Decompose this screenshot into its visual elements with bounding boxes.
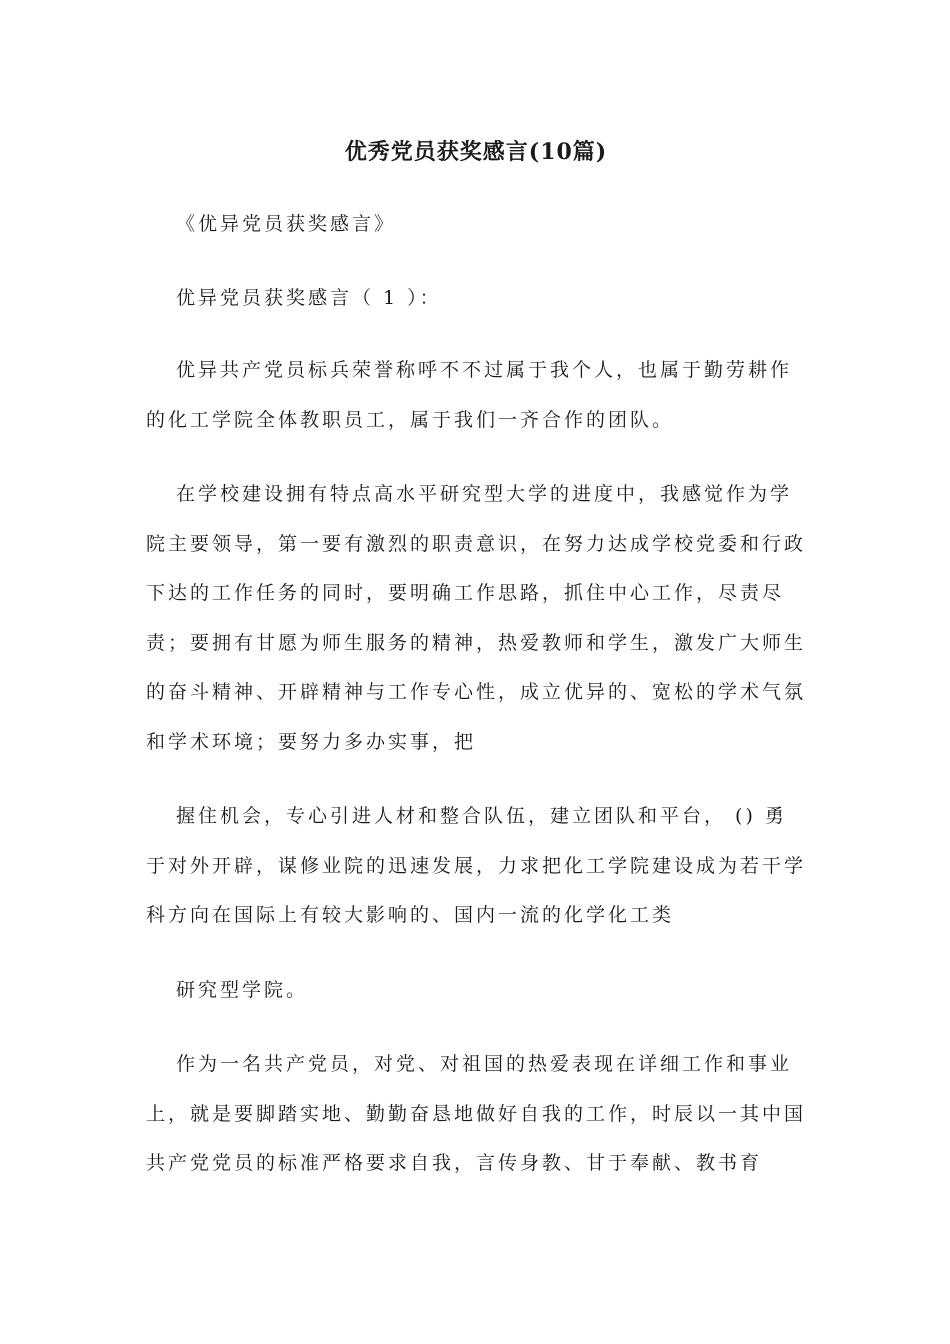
paragraph-4: 研究型学院。 [176, 979, 309, 1001]
section-heading: 优异党员获奖感言（ 1 ）： [176, 287, 442, 309]
paragraph-2: 在学校建设拥有特点高水平研究型大学的进度中，我感觉作为学院主要领导，第一要有激烈的职责意识，在努力达成学校党委和行政下达的工作任务的同时，要明确工作思路，抓住中心工作，尽责尽责；要拥有甘愿为师生服务的精神，热爱教师和学生，激发广大师生的奋斗精神、开辟精神与工作专心性，成立优异的、宽松的学术气氛和学术环境；要努力多办实事，把 [146, 483, 807, 753]
paragraph-1: 优异共产党员标兵荣誉称呼不不过属于我个人，也属于勤劳耕作的化工学院全体教职员工，属于我们一齐合作的团队。 [146, 359, 793, 431]
paragraph-3: 握住机会，专心引进人材和整合队伍，建立团队和平台， () 勇于对外开辟，谋修业院的迅速发展，力求把化工学院建设成为若干学科方向在国际上有较大影响的、国内一流的化学化工类 [146, 805, 807, 926]
document-subtitle: 《优异党员获奖感言》 [176, 213, 397, 235]
paragraph-5: 作为一名共产党员，对党、对祖国的热爱表现在详细工作和事业上，就是要脚踏实地、勤勤奋恳地做好自我的工作，时辰以一其中国共产党党员的标准严格要求自我，言传身教、甘于奉献、教书育 [146, 1053, 807, 1174]
document-title: 优秀党员获奖感言(10篇) [344, 139, 608, 165]
document-page [146, 0, 806, 1344]
